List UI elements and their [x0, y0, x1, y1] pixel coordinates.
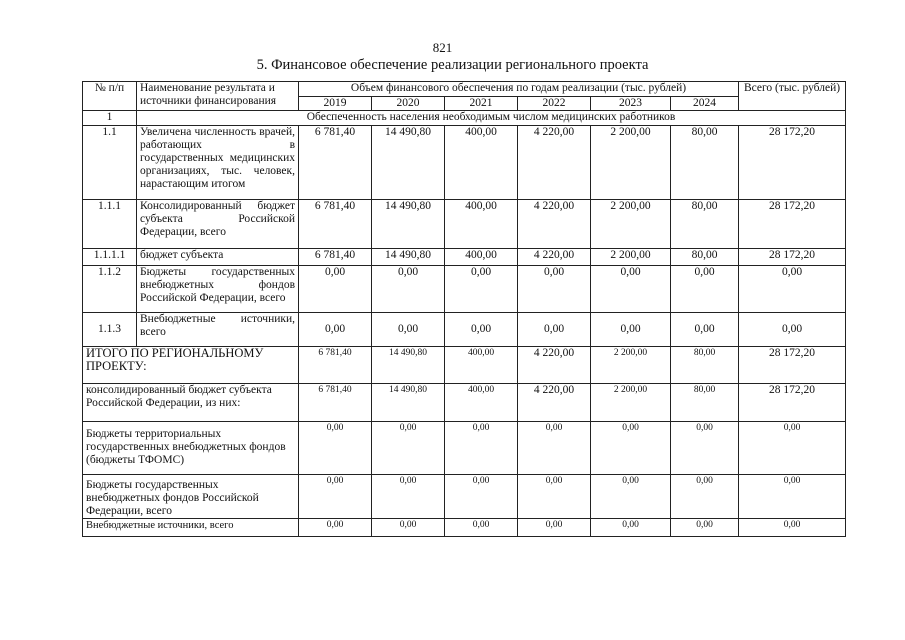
cell-value: 4 220,00 [518, 384, 591, 422]
cell-total: 0,00 [739, 475, 846, 519]
total-row [83, 422, 846, 475]
cell-value: 80,00 [671, 384, 739, 422]
cell-total: 28 172,20 [739, 347, 846, 384]
table-row [83, 126, 846, 200]
cell-value: 14 490,80 [372, 347, 445, 384]
header-name: Наименование результата и источники финансирования [137, 82, 299, 111]
total-row-name: ИТОГО ПО РЕГИОНАЛЬНОМУ ПРОЕКТУ: [83, 347, 299, 384]
total-row [83, 384, 846, 422]
cell-value: 0,00 [372, 266, 445, 313]
header-year: 2021 [445, 97, 518, 111]
header-year: 2020 [372, 97, 445, 111]
row-code: 1.1.2 [83, 266, 137, 313]
row-name: Бюджеты государственных внебюджетных фондов Российской Федерации, всего [137, 266, 299, 313]
cell-value: 400,00 [445, 200, 518, 249]
cell-value: 0,00 [299, 266, 372, 313]
table-row [83, 249, 846, 266]
cell-value: 400,00 [445, 126, 518, 200]
cell-value: 0,00 [372, 422, 445, 475]
total-row [83, 347, 846, 384]
cell-value: 0,00 [671, 475, 739, 519]
table-row [83, 313, 846, 347]
section-row [83, 111, 846, 126]
cell-value: 80,00 [671, 347, 739, 384]
total-row [83, 475, 846, 519]
total-row-name: консолидированный бюджет субъекта Российской Федерации, из них: [83, 384, 299, 422]
table-row [83, 200, 846, 249]
section-title: Обеспеченность населения необходимым числом медицинских работников [137, 111, 846, 126]
cell-value: 14 490,80 [372, 384, 445, 422]
header-volume: Объем финансового обеспечения по годам реализации (тыс. рублей) [299, 82, 739, 97]
cell-value: 0,00 [299, 422, 372, 475]
cell-value: 0,00 [299, 313, 372, 347]
cell-value: 6 781,40 [299, 126, 372, 200]
cell-total: 0,00 [739, 519, 846, 537]
cell-value: 0,00 [518, 475, 591, 519]
cell-value: 0,00 [671, 266, 739, 313]
cell-total: 0,00 [739, 266, 846, 313]
cell-total: 28 172,20 [739, 249, 846, 266]
cell-value: 0,00 [671, 422, 739, 475]
cell-value: 400,00 [445, 249, 518, 266]
header-total: Всего (тыс. рублей) [739, 82, 846, 111]
cell-value: 0,00 [591, 422, 671, 475]
cell-value: 14 490,80 [372, 249, 445, 266]
cell-total: 28 172,20 [739, 200, 846, 249]
page-title: 5. Финансовое обеспечение реализации регионального проекта [256, 57, 649, 73]
cell-value: 0,00 [372, 313, 445, 347]
cell-value: 0,00 [518, 422, 591, 475]
cell-value: 0,00 [445, 266, 518, 313]
cell-value: 0,00 [518, 519, 591, 537]
cell-value: 0,00 [372, 475, 445, 519]
cell-value: 0,00 [591, 475, 671, 519]
cell-value: 4 220,00 [518, 347, 591, 384]
cell-value: 80,00 [671, 126, 739, 200]
financing-table [82, 81, 846, 537]
cell-value: 4 220,00 [518, 200, 591, 249]
cell-value: 2 200,00 [591, 200, 671, 249]
cell-value: 400,00 [445, 384, 518, 422]
total-row [83, 519, 846, 537]
cell-value: 0,00 [518, 266, 591, 313]
total-row-name: Внебюджетные источники, всего [83, 519, 299, 537]
cell-value: 2 200,00 [591, 347, 671, 384]
table-row [83, 266, 846, 313]
cell-total: 28 172,20 [739, 126, 846, 200]
row-name: Увеличена численность врачей, работающих в государственных медицинских организациях, тыс. человек, нарастающим итогом [137, 126, 299, 200]
total-row-name [83, 475, 299, 519]
cell-value: 2 200,00 [591, 126, 671, 200]
row-code: 1.1.1.1 [83, 249, 137, 266]
header-year: 2024 [671, 97, 739, 111]
row-code: 1.1.3 [83, 313, 137, 347]
cell-value: 0,00 [372, 519, 445, 537]
header-year: 2022 [518, 97, 591, 111]
cell-value: 4 220,00 [518, 126, 591, 200]
page-number: 821 [432, 40, 453, 55]
header-year: 2023 [591, 97, 671, 111]
cell-value: 400,00 [445, 347, 518, 384]
row-code: 1.1.1 [83, 200, 137, 249]
row-code: 1.1 [83, 126, 137, 200]
cell-value: 6 781,40 [299, 347, 372, 384]
cell-value: 0,00 [671, 519, 739, 537]
header-year: 2019 [299, 97, 372, 111]
section-num: 1 [83, 111, 137, 126]
cell-value: 0,00 [299, 519, 372, 537]
cell-value: 0,00 [591, 313, 671, 347]
cell-value: 80,00 [671, 249, 739, 266]
cell-value: 0,00 [518, 313, 591, 347]
row-name: бюджет субъекта [137, 249, 299, 266]
total-row-name-text: Бюджеты территориальных государственных внебюджетных фондов (бюджеты ТФОМС) [86, 428, 286, 466]
total-row-name [83, 422, 299, 475]
header-num: № п/п [83, 82, 137, 111]
cell-value: 0,00 [591, 519, 671, 537]
cell-value: 6 781,40 [299, 384, 372, 422]
cell-total: 0,00 [739, 313, 846, 347]
cell-value: 6 781,40 [299, 200, 372, 249]
cell-value: 80,00 [671, 200, 739, 249]
cell-value: 4 220,00 [518, 249, 591, 266]
cell-value: 0,00 [445, 519, 518, 537]
row-name: Консолидированный бюджет субъекта Российской Федерации, всего [137, 200, 299, 249]
cell-value: 14 490,80 [372, 126, 445, 200]
cell-total: 0,00 [739, 422, 846, 475]
total-row-name-text: Бюджеты государственных внебюджетных фондов Российской Федерации, всего [86, 479, 259, 517]
cell-value: 2 200,00 [591, 249, 671, 266]
cell-total: 28 172,20 [739, 384, 846, 422]
cell-value: 0,00 [445, 313, 518, 347]
cell-value: 14 490,80 [372, 200, 445, 249]
cell-value: 0,00 [445, 475, 518, 519]
cell-value: 6 781,40 [299, 249, 372, 266]
cell-value: 0,00 [591, 266, 671, 313]
cell-value: 0,00 [671, 313, 739, 347]
cell-value: 2 200,00 [591, 384, 671, 422]
cell-value: 0,00 [445, 422, 518, 475]
row-name: Внебюджетные источники, всего [137, 313, 299, 347]
cell-value: 0,00 [299, 475, 372, 519]
